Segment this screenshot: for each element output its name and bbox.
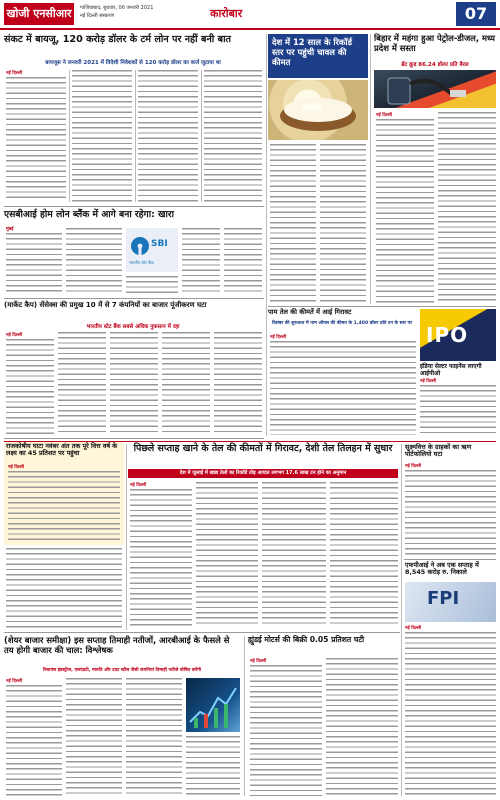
market-headline: (शेयर बाजार समीक्षा) इस सप्ताह तिमाही नतीजों, आरबीआई के फैसले से तय होगी बाजार की चाल: विश्लेषक [4,635,230,655]
section-divider [4,441,496,442]
masthead-edition: नई दिल्ली संस्करण [80,13,115,19]
hyundai-dateline: नई दिल्ली [250,659,267,664]
fpi-body [405,632,496,796]
byjus-deck: बायजूस ने जनवरी 2021 में विदेशी निवेशकों से 120 करोड़ डॉलर का कर्ज जुटाया था [45,60,221,66]
sensex-body-col5 [214,332,262,435]
column-rule [244,636,245,796]
byjus-body-col1 [6,77,66,201]
sensex-body-col4 [162,332,210,435]
microfinance-body [405,470,496,556]
column-rule [126,444,127,630]
rice-headline: देश में 12 साल के रिकॉर्ड स्तर पर पहुंची चावल की कीमत [268,34,368,78]
column-rule [370,34,371,304]
fpi-image-text: FPI [427,588,460,609]
rice-body-col1 [270,144,316,302]
column-rule [266,34,267,436]
section-divider [404,559,496,560]
rice-bowl-icon [268,80,368,140]
fpi-headline: एफपीआई ने अब एक सप्ताह में 8,545 करोड़ रु. निकाले [405,561,479,577]
sensex-deck: भारतीय स्टेट बैंक सबसे अधिक नुकसान में रहा [86,324,180,330]
sbi-dateline: मुंबई [6,227,14,232]
oilseed-dateline: नई दिल्ली [130,483,147,488]
sbi-body-col1 [6,233,62,295]
market-body-col3 [126,678,182,796]
column-rule [201,70,202,202]
hyundai-body-col1 [250,665,322,796]
masthead-date: गाजियाबाद, बुधवार, 06 जनवरी 2021 [80,5,154,11]
section-divider [4,438,264,439]
sbi-logo-text: SBI [151,239,168,249]
ipo-image-text: IPO [426,323,469,347]
market-body-col1 [6,685,62,796]
masthead [0,0,500,30]
fiscal-body-continued [6,548,122,628]
petrol-body-col1 [376,119,434,303]
page-number: 07 [456,2,496,26]
section-divider [4,206,264,207]
microfinance-dateline: नई दिल्ली [405,464,422,469]
fuel-nozzle-icon [374,70,496,108]
microfinance-headline: सूक्ष्मवित्त के ग्राहकों का ऋण पोर्टफोलियो घटा [405,443,472,459]
sbi-body-col3 [126,276,178,295]
sensex-dateline: नई दिल्ली [6,333,23,338]
fpi-dateline: नई दिल्ली [405,626,422,631]
sensex-body-col3 [110,332,158,435]
palm-dateline: नई दिल्ली [270,335,287,340]
ipo-headline: इंडिया सेल्टर फाइनेंस लाएगी आईपीओ [420,363,482,377]
byjus-dateline: नई दिल्ली [6,71,23,76]
sensex-body-col1 [6,339,54,435]
stock-chart-icon [186,678,240,732]
palm-headline: पाम तेल की कीमतें में आई गिरावट [268,308,352,316]
section-divider [268,306,496,307]
fpi-photo [405,582,496,622]
oilseed-headline: पिछले सप्ताह खाने के तेल की कीमतों में गिरावट, देशी तेल तिलहन में सुधार [133,443,393,454]
rice-body-col2 [320,144,366,302]
ipo-body [420,385,496,435]
fiscal-dateline: नई दिल्ली [8,465,25,470]
market-deck: रिलायंस इंडस्ट्रीज, एलएंडटी, मारुति और टाटा स्टील जैसी कंपनियां तिमाही नतीजे घोषित करेंगी [42,668,201,673]
sbi-body-col5 [224,228,262,295]
sbi-headline: एसबीआई होम लोन ब्लैंक में आगे बना रहेगा: खारा [4,209,175,220]
section-title: कारोबार [210,7,243,20]
column-rule [401,444,402,796]
oilseed-deck: देश में जुलाई में खाद्य तेलों का रिकॉर्ड तोड़ आयात लगभग 17.6 लाख टन होने का अनुमान [128,469,398,478]
sbi-body-col2 [66,228,122,295]
palm-deck: दिसंबर की शुरुआत में पाम ऑयल की कीमत के 1,400 डॉलर प्रति टन के स्तर पर [272,321,412,326]
market-body-col4 [186,736,240,796]
oilseed-body-col2 [196,482,258,627]
market-photo [186,678,240,732]
section-divider [4,632,400,633]
column-rule [135,70,136,202]
sbi-logo-image [126,228,178,272]
market-dateline: नई दिल्ली [6,679,23,684]
newspaper-logo: खोजी एनसीआर [4,3,74,25]
section-divider [4,298,264,299]
hyundai-headline: ह्युंडई मोटर्स की बिक्री 0.05 प्रतिशत घटी [248,635,365,644]
byjus-headline: संकट में बायजू, 120 करोड़ डॉलर के टर्म लोन पर नहीं बनी बात [4,34,232,45]
column-rule [69,70,70,202]
sbi-body-col4 [182,228,220,295]
oilseed-body-col4 [330,482,398,627]
ipo-photo [420,309,496,361]
sensex-body-col2 [58,332,106,435]
petrol-headline: बिहार में महंगा हुआ पेट्रोल-डीजल, मध्य प्रदेश में सस्ता [374,33,495,53]
fuel-pump-photo [374,70,496,108]
petrol-deck: ब्रेंट क्रूड 86.24 डॉलर प्रति बैरल [401,62,469,68]
fiscal-headline: राजकोषीय घाटा नवंबर अंत तक पूरे वित्त वर्ष के लक्ष्य का 45 प्रतिशत पर पहुंचा [6,442,118,458]
market-body-col2 [66,678,122,796]
oilseed-body-col1 [130,489,192,627]
byjus-body-col4 [204,70,262,202]
sbi-logo-subtext: भारतीय स्टेट बैंक [129,260,154,265]
byjus-body-col2 [72,70,132,202]
sensex-headline: (मार्केट कैप) सेंसेक्स की प्रमुख 10 में से 7 कंपनियों का बाजार पूंजीकरण घटा [4,301,207,309]
petrol-body-col2 [438,112,496,303]
palm-body [270,341,416,435]
ipo-dateline: नई दिल्ली [420,379,437,384]
byjus-body-col3 [138,70,198,202]
oilseed-body-col3 [262,482,326,627]
masthead-meta [80,4,153,20]
rice-photo [268,80,368,140]
fiscal-body [8,471,120,541]
hyundai-body-col2 [326,658,398,796]
petrol-dateline: नई दिल्ली [376,113,393,118]
